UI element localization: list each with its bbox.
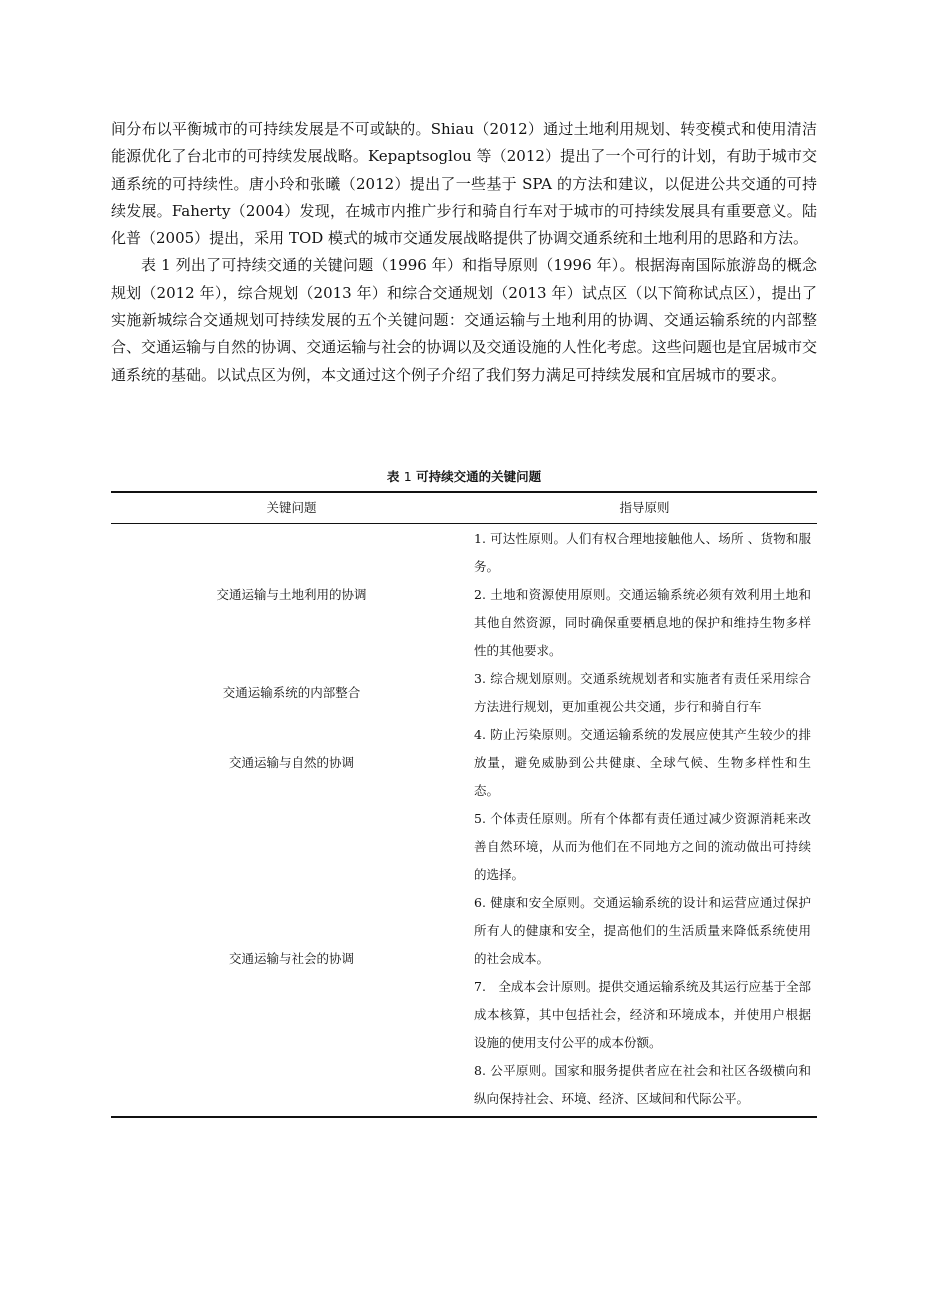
table-row — [111, 524, 817, 666]
principle-item: 6. 健康和安全原则。交通运输系统的设计和运营应通过保护所有人的健康和安全，提高他们的生活质量来降低系统使用的社会成本。 — [474, 895, 811, 966]
caption-title: 可持续交通的关键问题 — [416, 469, 542, 484]
principle-cell — [472, 721, 817, 805]
paragraph-2: 表 1 列出了可持续交通的关键问题（1996 年）和指导原则（1996 年）。根据海南国际旅游岛的概念规划（2012 年），综合规划（2013 年）和综合交通规划（2013 年）试点区（以下简称试点区），提出了实施新城综合交通规划可持续发展的五个关键问题：交通运输与土地利用的协调、交通运输系统的内部整合、交通运输与自然的协调、交通运输与社会的协调以及交通设施的人性化考虑。这些问题也是宜居城市交通系统的基础。以试点区为例，本文通过这个例子介绍了我们努力满足可持续发展和宜居城市的要求。 — [111, 256, 817, 384]
principle-item: 7. 全成本会计原则。提供交通运输系统及其运行应基于全部成本核算，其中包括社会，经济和环境成本，并使用户根据设施的使用支付公平的成本份额。 — [474, 979, 811, 1050]
key-issues-table — [111, 491, 817, 1118]
principle-cell — [472, 805, 817, 1117]
issue-cell: 交通运输与自然的协调 — [228, 755, 354, 770]
table-row — [111, 665, 817, 721]
table-caption — [111, 468, 817, 486]
header-principle: 指导原则 — [472, 492, 817, 524]
body-text — [111, 116, 817, 389]
principle-item: 5. 个体责任原则。所有个体都有责任通过减少资源消耗来改善自然环境，从而为他们在不同地方之间的流动做出可持续的选择。 — [474, 811, 811, 882]
paragraph-1: 间分布以平衡城市的可持续发展是不可或缺的。Shiau（2012）通过土地利用规划、转变模式和使用清洁能源优化了台北市的可持续发展战略。Kepaptsoglou 等（2012）提出了一个可行的计划，有助于城市交通系统的可持续性。唐小玲和张曦（2012）提出了一些基于 SPA 的方法和建议，以促进公共交通的可持续发展。Faherty（2004）发现，在城市内推广步行和骑自行车对于城市的可持续发展具有重要意义。陆化普（2005）提出，采用 TOD 模式的城市交通发展战略提供了协调交通系统和土地利用的思路和方法。 — [111, 120, 817, 248]
table-header-row — [111, 492, 817, 524]
table-row — [111, 721, 817, 805]
principle-cell — [472, 665, 817, 721]
issue-cell: 交通运输与土地利用的协调 — [216, 587, 367, 602]
principle-item: 8. 公平原则。国家和服务提供者应在社会和社区各级横向和纵向保持社会、环境、经济、区域间和代际公平。 — [474, 1063, 811, 1106]
principle-item: 2. 土地和资源使用原则。交通运输系统必须有效利用土地和其他自然资源，同时确保重要栖息地的保护和维持生物多样性的其他要求。 — [474, 587, 811, 658]
header-issue: 关键问题 — [111, 492, 472, 524]
caption-number: 1 — [403, 469, 412, 484]
table-row — [111, 805, 817, 1117]
principle-item: 4. 防止污染原则。交通运输系统的发展应使其产生较少的排放量，避免威胁到公共健康、全球气候、生物多样性和生态。 — [474, 727, 811, 798]
principle-item: 3. 综合规划原则。交通系统规划者和实施者有责任采用综合方法进行规划，更加重视公共交通，步行和骑自行车 — [474, 671, 811, 714]
caption-prefix: 表 — [386, 469, 400, 484]
issue-cell: 交通运输与社会的协调 — [111, 805, 472, 1117]
principle-cell — [472, 524, 817, 666]
principle-item: 1. 可达性原则。人们有权合理地接触他人、场所 、货物和服务。 — [474, 531, 811, 574]
issue-cell: 交通运输系统的内部整合 — [222, 685, 361, 700]
